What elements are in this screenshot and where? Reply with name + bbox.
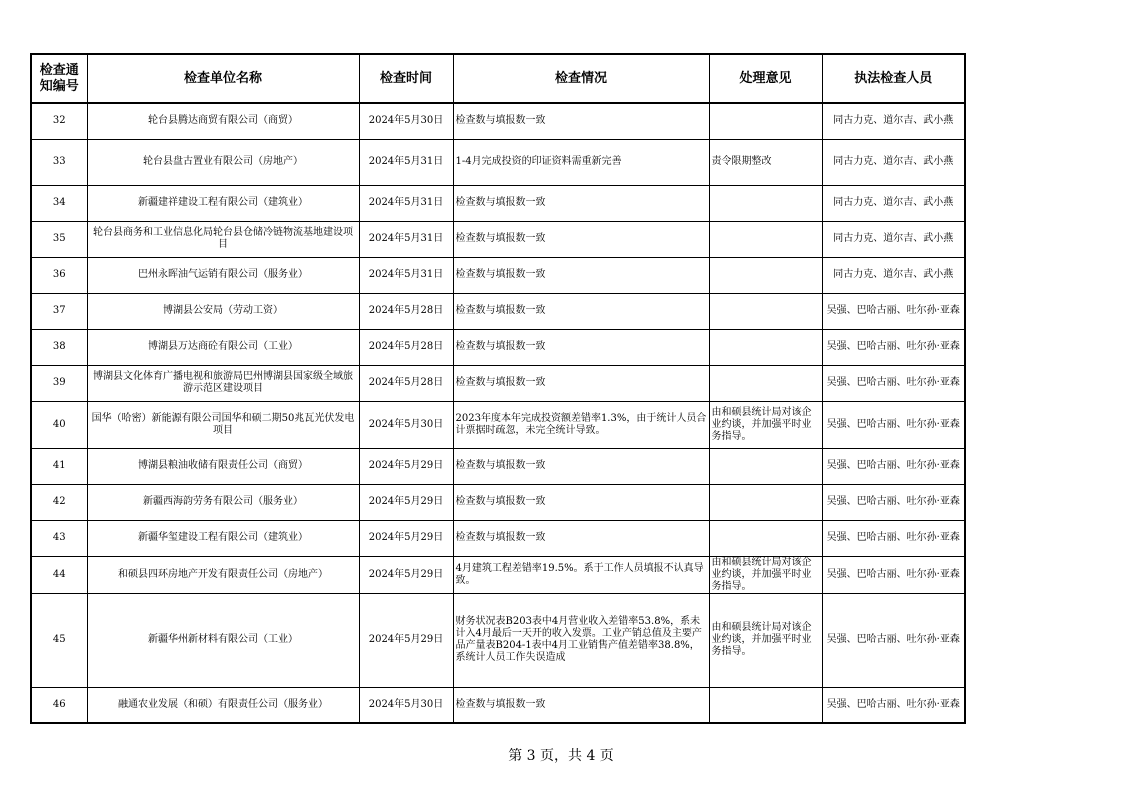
cell-no: 37 [31,293,87,329]
cell-date: 2024年5月28日 [359,329,453,365]
table-row [31,484,965,520]
cell-staff: 吴强、巴哈古丽、吐尔孙·亚森 [822,401,965,448]
cell-no: 39 [31,365,87,401]
cell-no: 40 [31,401,87,448]
cell-opinion [709,520,822,556]
cell-opinion [709,293,822,329]
cell-unit: 国华（哈密）新能源有限公司国华和硕二期50兆瓦光伏发电项目 [87,401,359,448]
cell-staff: 同古力克、道尔吉、武小燕 [822,139,965,185]
cell-date: 2024年5月31日 [359,257,453,293]
cell-info: 检查数与填报数一致 [453,520,709,556]
cell-date: 2024年5月30日 [359,103,453,139]
cell-opinion [709,687,822,723]
cell-date: 2024年5月30日 [359,401,453,448]
table-row [31,185,965,221]
header-row [31,54,965,103]
cell-info: 财务状况表B203表中4月营业收入差错率53.8%，系未计入4月最后一天开的收入发票。工业产销总值及主要产品产量表B204-1表中4月工业销售产值差错率38.8%，系统计人员工作失误造成 [453,593,709,687]
table-row [31,221,965,257]
cell-unit: 轮台县商务和工业信息化局轮台县仓储冷链物流基地建设项目 [87,221,359,257]
header-opinion: 处理意见 [709,54,822,103]
cell-opinion: 由和硕县统计局对该企业约谈，并加强平时业务指导。 [709,593,822,687]
header-no: 检查通知编号 [31,54,87,103]
header-unit: 检查单位名称 [87,54,359,103]
cell-date: 2024年5月31日 [359,139,453,185]
cell-staff: 吴强、巴哈古丽、吐尔孙·亚森 [822,484,965,520]
cell-info: 检查数与填报数一致 [453,221,709,257]
cell-info: 2023年度本年完成投资额差错率1.3%，由于统计人员合计票据时疏忽，未完全统计导致。 [453,401,709,448]
table-row [31,401,965,448]
cell-staff: 同古力克、道尔吉、武小燕 [822,221,965,257]
table-row [31,365,965,401]
cell-no: 36 [31,257,87,293]
cell-opinion [709,365,822,401]
cell-unit: 博湖县公安局（劳动工资） [87,293,359,329]
table-row [31,329,965,365]
inspection-table [30,53,966,724]
cell-info: 4月建筑工程差错率19.5%。系于工作人员填报不认真导致。 [453,556,709,593]
cell-no: 46 [31,687,87,723]
cell-info: 检查数与填报数一致 [453,687,709,723]
cell-unit: 新疆西海韵劳务有限公司（服务业） [87,484,359,520]
cell-unit: 新疆华玺建设工程有限公司（建筑业） [87,520,359,556]
cell-staff: 同古力克、道尔吉、武小燕 [822,103,965,139]
header-info: 检查情况 [453,54,709,103]
cell-date: 2024年5月29日 [359,593,453,687]
table-row [31,687,965,723]
cell-info: 检查数与填报数一致 [453,329,709,365]
cell-info: 检查数与填报数一致 [453,103,709,139]
cell-opinion: 由和硕县统计局对该企业约谈，并加强平时业务指导。 [709,401,822,448]
cell-date: 2024年5月31日 [359,185,453,221]
cell-no: 43 [31,520,87,556]
cell-unit: 和硕县四环房地产开发有限责任公司（房地产） [87,556,359,593]
cell-info: 检查数与填报数一致 [453,365,709,401]
cell-staff: 同古力克、道尔吉、武小燕 [822,257,965,293]
cell-staff: 吴强、巴哈古丽、吐尔孙·亚森 [822,329,965,365]
cell-date: 2024年5月30日 [359,687,453,723]
cell-unit: 博湖县粮油收储有限责任公司（商贸） [87,448,359,484]
cell-no: 45 [31,593,87,687]
page-footer: 第 3 页，共 4 页 [508,748,614,764]
cell-no: 41 [31,448,87,484]
cell-staff: 吴强、巴哈古丽、吐尔孙·亚森 [822,520,965,556]
table-row [31,257,965,293]
cell-opinion [709,103,822,139]
cell-staff: 吴强、巴哈古丽、吐尔孙·亚森 [822,365,965,401]
cell-no: 33 [31,139,87,185]
cell-unit: 博湖县文化体育广播电视和旅游局巴州博湖县国家级全域旅游示范区建设项目 [87,365,359,401]
cell-staff: 吴强、巴哈古丽、吐尔孙·亚森 [822,448,965,484]
cell-date: 2024年5月29日 [359,556,453,593]
table-row [31,293,965,329]
cell-staff: 同古力克、道尔吉、武小燕 [822,185,965,221]
cell-date: 2024年5月31日 [359,221,453,257]
cell-opinion [709,257,822,293]
header-date: 检查时间 [359,54,453,103]
cell-info: 检查数与填报数一致 [453,257,709,293]
cell-info: 检查数与填报数一致 [453,484,709,520]
cell-opinion [709,221,822,257]
table-row [31,139,965,185]
cell-info: 检查数与填报数一致 [453,448,709,484]
cell-date: 2024年5月29日 [359,448,453,484]
cell-staff: 吴强、巴哈古丽、吐尔孙·亚森 [822,593,965,687]
cell-opinion: 责令限期整改 [709,139,822,185]
cell-no: 32 [31,103,87,139]
table-row [31,103,965,139]
cell-info: 检查数与填报数一致 [453,293,709,329]
table-row [31,593,965,687]
cell-no: 34 [31,185,87,221]
cell-opinion [709,185,822,221]
cell-no: 38 [31,329,87,365]
cell-unit: 博湖县万达商砼有限公司（工业） [87,329,359,365]
cell-opinion [709,329,822,365]
cell-staff: 吴强、巴哈古丽、吐尔孙·亚森 [822,687,965,723]
cell-unit: 新疆建祥建设工程有限公司（建筑业） [87,185,359,221]
cell-unit: 融通农业发展（和硕）有限责任公司（服务业） [87,687,359,723]
cell-unit: 巴州永晖油气运销有限公司（服务业） [87,257,359,293]
cell-info: 检查数与填报数一致 [453,185,709,221]
header-staff: 执法检查人员 [822,54,965,103]
cell-date: 2024年5月29日 [359,520,453,556]
cell-unit: 轮台县盘古置业有限公司（房地产） [87,139,359,185]
cell-date: 2024年5月29日 [359,484,453,520]
table-row [31,448,965,484]
cell-no: 44 [31,556,87,593]
cell-staff: 吴强、巴哈古丽、吐尔孙·亚森 [822,293,965,329]
cell-opinion: 由和硕县统计局对该企业约谈，并加强平时业务指导。 [709,556,822,593]
cell-opinion [709,484,822,520]
cell-staff: 吴强、巴哈古丽、吐尔孙·亚森 [822,556,965,593]
table-row [31,556,965,593]
cell-unit: 轮台县腾达商贸有限公司（商贸） [87,103,359,139]
table-row [31,520,965,556]
cell-no: 35 [31,221,87,257]
cell-date: 2024年5月28日 [359,365,453,401]
cell-opinion [709,448,822,484]
cell-info: 1-4月完成投资的印证资料需重新完善 [453,139,709,185]
cell-date: 2024年5月28日 [359,293,453,329]
cell-no: 42 [31,484,87,520]
cell-unit: 新疆华州新材料有限公司（工业） [87,593,359,687]
